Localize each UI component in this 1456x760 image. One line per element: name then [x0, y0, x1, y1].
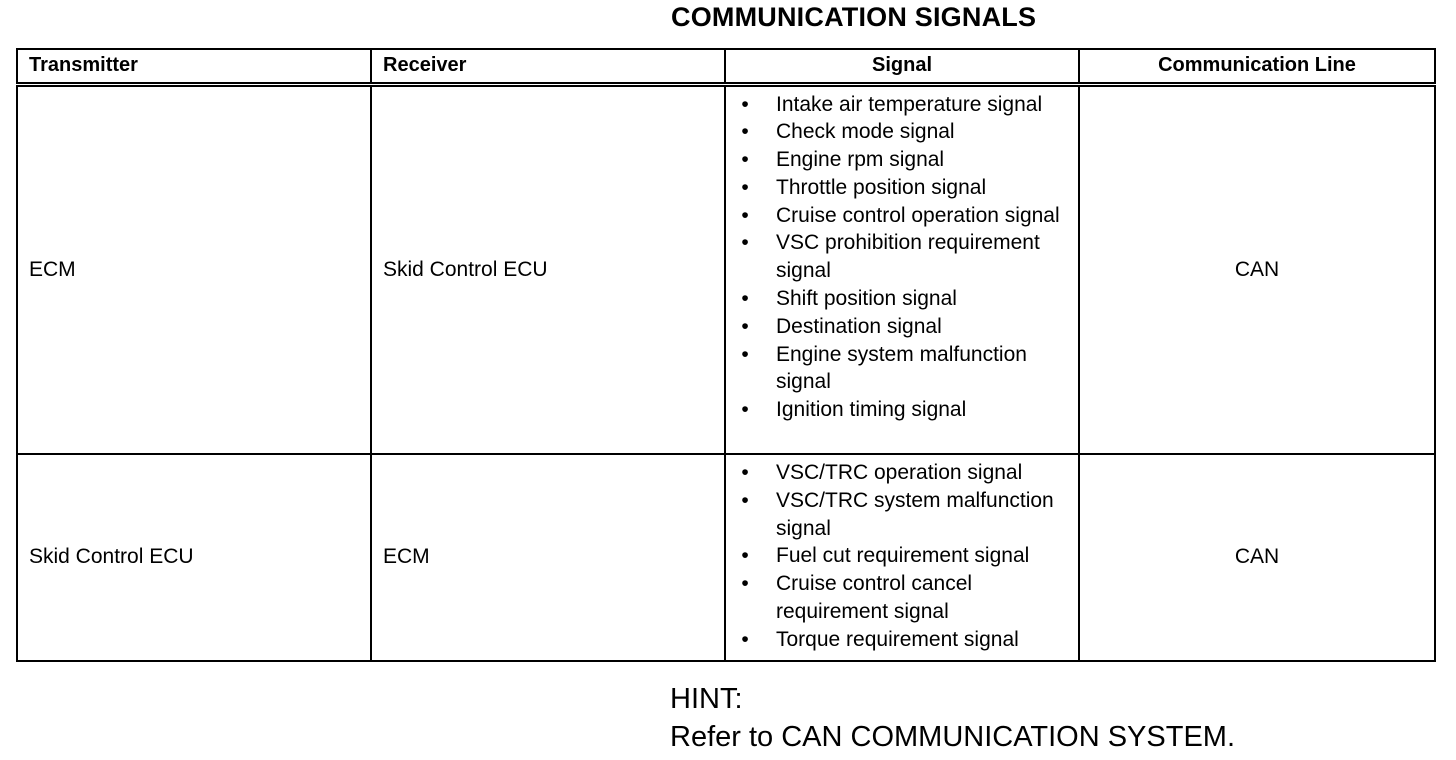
communication-line-cell: CAN	[1234, 545, 1280, 569]
bullet-icon: •	[741, 314, 749, 338]
signal-text: Engine rpm signal	[776, 148, 945, 172]
signal-item	[738, 570, 1072, 626]
signal-item	[738, 396, 1072, 424]
signal-text: Engine system malfunction signal	[776, 342, 1027, 394]
bullet-icon: •	[741, 572, 749, 596]
signal-item	[738, 626, 1072, 654]
signal-text: Shift position signal	[776, 287, 957, 311]
signal-list	[738, 459, 1072, 654]
page-title: COMMUNICATION SIGNALS	[671, 2, 1037, 32]
signal-item	[738, 146, 1072, 174]
bullet-icon: •	[741, 148, 749, 172]
bullet-icon: •	[741, 287, 749, 311]
signal-text: VSC prohibition requirement signal	[776, 231, 1040, 283]
signal-item	[738, 91, 1072, 119]
signal-text: Destination signal	[776, 314, 942, 338]
signal-cell	[725, 454, 1079, 661]
signal-item	[738, 341, 1072, 397]
bullet-icon: •	[741, 92, 749, 116]
header-receiver: Receiver	[371, 49, 725, 84]
signal-text: Cruise control operation signal	[776, 203, 1060, 227]
communication-line-cell: CAN	[1079, 84, 1435, 454]
signal-cell	[725, 84, 1079, 454]
signal-item	[738, 542, 1072, 570]
header-transmitter: Transmitter	[17, 49, 371, 84]
signal-text: Fuel cut requirement signal	[776, 544, 1030, 568]
signal-text: Ignition timing signal	[776, 398, 967, 422]
signal-text: Cruise control cancel requirement signal	[776, 572, 973, 623]
signal-text: Intake air temperature signal	[776, 92, 1043, 116]
signal-item	[738, 118, 1072, 146]
receiver-cell: Skid Control ECU	[371, 84, 725, 454]
signal-item	[738, 229, 1072, 285]
bullet-icon: •	[741, 627, 749, 651]
bullet-icon: •	[741, 461, 749, 484]
bullet-icon: •	[741, 544, 749, 568]
table-row	[17, 454, 1435, 661]
signal-item	[738, 174, 1072, 202]
hint-label: HINT:	[670, 683, 743, 715]
signal-item	[738, 459, 1072, 487]
signal-item	[738, 313, 1072, 341]
signal-text: Check mode signal	[776, 120, 955, 144]
bullet-icon: •	[741, 342, 749, 366]
signal-text: Torque requirement signal	[776, 627, 1019, 651]
bullet-icon: •	[741, 175, 749, 199]
transmitter-cell: Skid Control ECU	[17, 454, 371, 661]
header-signal: Signal	[725, 49, 1079, 84]
header-communication-line: Communication Line	[1079, 49, 1435, 84]
table-header-row	[17, 49, 1435, 84]
transmitter-cell: ECM	[17, 84, 371, 454]
bullet-icon: •	[741, 488, 749, 512]
signal-list	[738, 91, 1072, 425]
signal-text: VSC/TRC system malfunction signal	[776, 488, 1054, 540]
signal-text: Throttle position signal	[776, 175, 987, 199]
hint-block	[670, 680, 1235, 756]
bullet-icon: •	[741, 231, 749, 255]
communication-signals-table	[16, 48, 1436, 662]
signal-item	[738, 285, 1072, 313]
signal-item	[738, 487, 1072, 543]
signal-item	[738, 202, 1072, 230]
bullet-icon: •	[741, 120, 749, 144]
table-row	[17, 84, 1435, 454]
bullet-icon: •	[741, 398, 749, 422]
bullet-icon: •	[741, 203, 749, 227]
receiver-cell: ECM	[371, 454, 725, 661]
hint-text[interactable]: Refer to CAN COMMUNICATION SYSTEM.	[670, 721, 1236, 753]
signal-text: VSC/TRC operation signal	[776, 461, 1023, 484]
